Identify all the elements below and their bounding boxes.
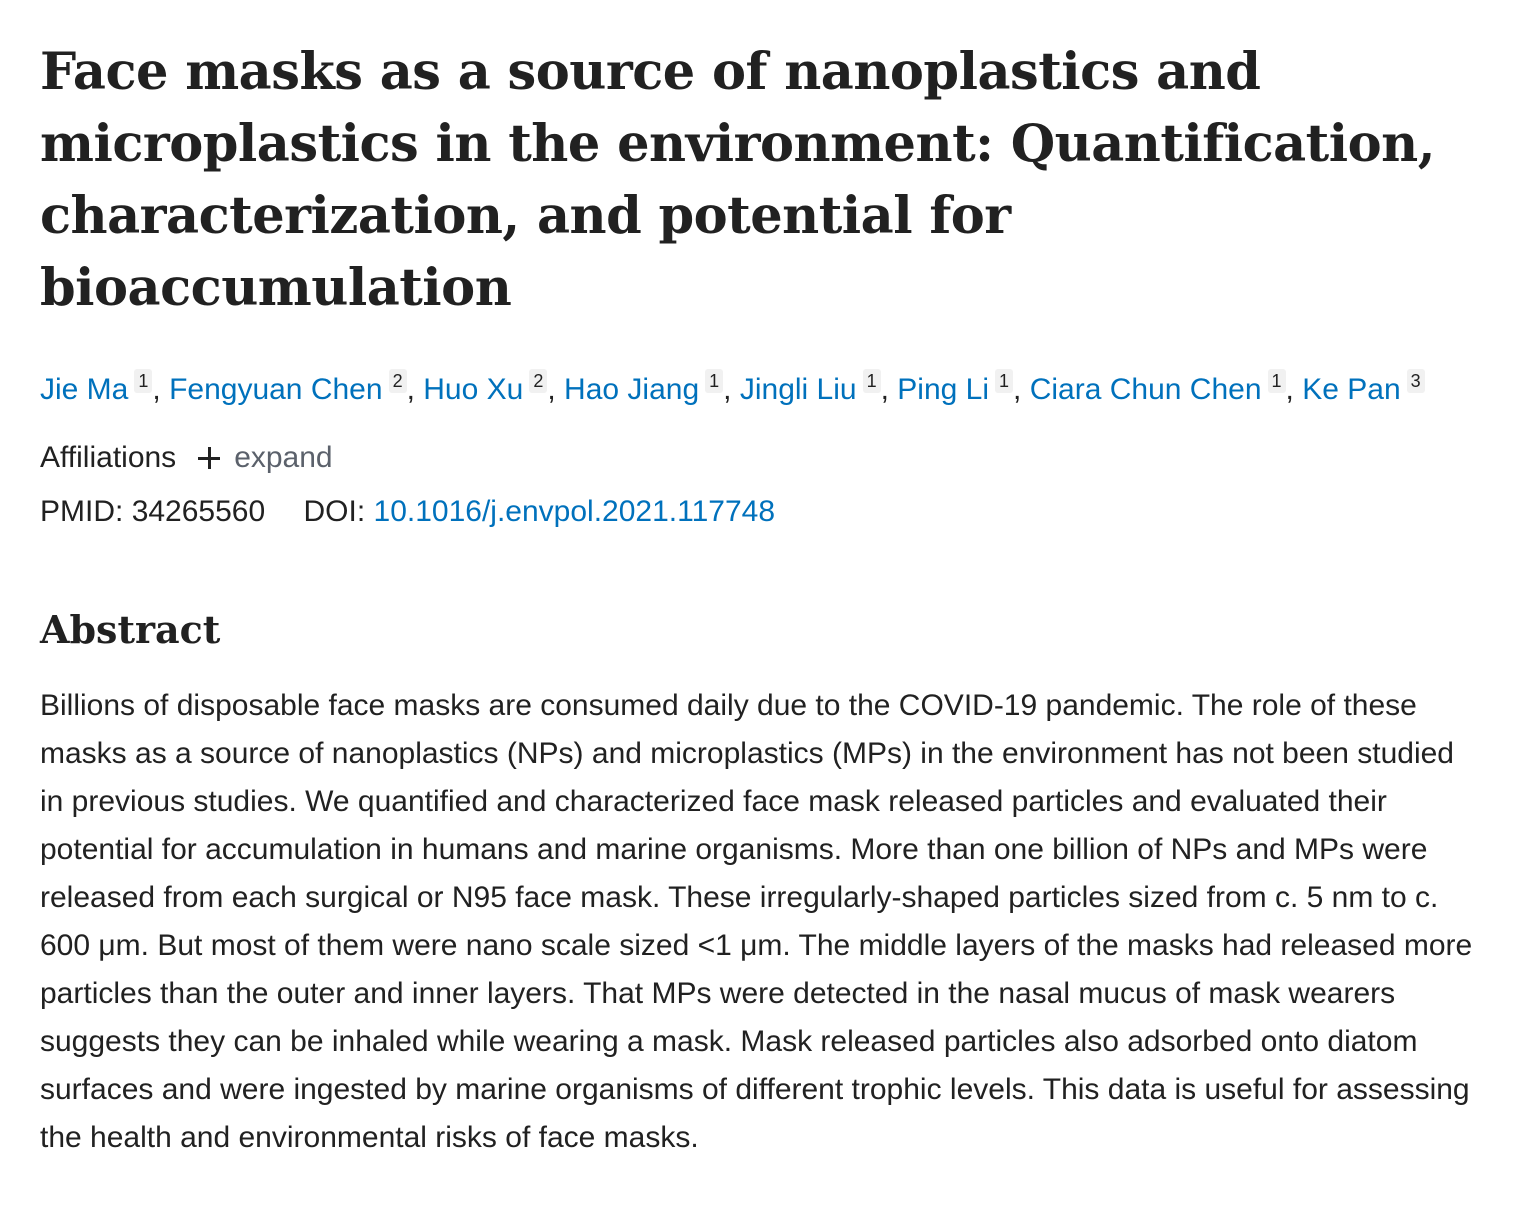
author-item: Jie Ma 1 ,	[40, 371, 161, 406]
author-item: Ping Li 1 ,	[897, 371, 1022, 406]
author-item: Fengyuan Chen 2 ,	[169, 371, 415, 406]
author-item	[1302, 373, 1424, 406]
authors-list	[40, 366, 1460, 414]
author-link[interactable]: Ciara Chun Chen	[1029, 373, 1262, 406]
affiliation-marker[interactable]: 1	[1268, 369, 1286, 393]
expand-label: expand	[234, 441, 333, 474]
author-link[interactable]: Ke Pan	[1302, 373, 1401, 406]
affiliation-marker[interactable]: 1	[705, 369, 723, 393]
author-link[interactable]: Jie Ma	[40, 373, 129, 406]
abstract-text: Billions of disposable face masks are consumed daily due to the COVID-19 pandemic. The role of these masks as a source of nanoplastics (NPs) and microplastics (MPs) in the environment has not been studied in previous studies. We quantified and characterized face mask released particles and evaluated their potential for accumulation in humans and marine organisms. More than one billion of NPs and MPs were released from each surgical or N95 face mask. These irregularly-shaped particles sized from c. 5 nm to c. 600 μm. But most of them were nano scale sized <1 μm. The middle layers of the masks had released more particles than the outer and inner layers. That MPs were detected in the nasal mucus of mask wearers suggests they can be inhaled while wearing a mask. Mask released particles also adsorbed onto diatom surfaces and were ingested by marine organisms of different trophic levels. This data is useful for assessing the health and environmental risks of face masks.	[40, 689, 1473, 1154]
pmid-label: PMID:	[40, 495, 124, 528]
article-title: Face masks as a source of nanoplastics and microplastics in the environment: Quantification, characterization, and potential for bioaccumulation	[40, 42, 1435, 318]
abstract-heading: Abstract	[40, 607, 221, 652]
plus-icon	[198, 447, 220, 469]
affiliation-marker[interactable]: 2	[529, 369, 547, 393]
author-item: Jingli Liu 1 ,	[739, 371, 889, 406]
author-link[interactable]: Fengyuan Chen	[169, 373, 383, 406]
author-item: Huo Xu 2 ,	[423, 371, 556, 406]
author-item: Ciara Chun Chen 1 ,	[1029, 371, 1294, 406]
affiliation-marker[interactable]: 3	[1407, 369, 1425, 393]
affiliation-marker[interactable]: 1	[134, 369, 152, 393]
affiliation-marker[interactable]: 1	[995, 369, 1013, 393]
author-item: Hao Jiang 1 ,	[564, 371, 732, 406]
author-link[interactable]: Huo Xu	[423, 373, 524, 406]
pmid-value: 34265560	[131, 495, 266, 528]
author-link[interactable]: Ping Li	[897, 373, 990, 406]
identifiers-row	[40, 488, 1488, 536]
doi-label: DOI:	[303, 495, 366, 528]
doi-link[interactable]: 10.1016/j.envpol.2021.117748	[373, 495, 776, 528]
affiliations-label: Affiliations	[40, 441, 177, 474]
author-link[interactable]: Jingli Liu	[739, 373, 857, 406]
affiliation-marker[interactable]: 2	[389, 369, 407, 393]
affiliations-expand-button[interactable]	[198, 434, 332, 482]
affiliations-row	[40, 434, 1488, 482]
affiliation-marker[interactable]: 1	[863, 369, 881, 393]
author-link[interactable]: Hao Jiang	[564, 373, 700, 406]
article-page	[40, 36, 1488, 1162]
